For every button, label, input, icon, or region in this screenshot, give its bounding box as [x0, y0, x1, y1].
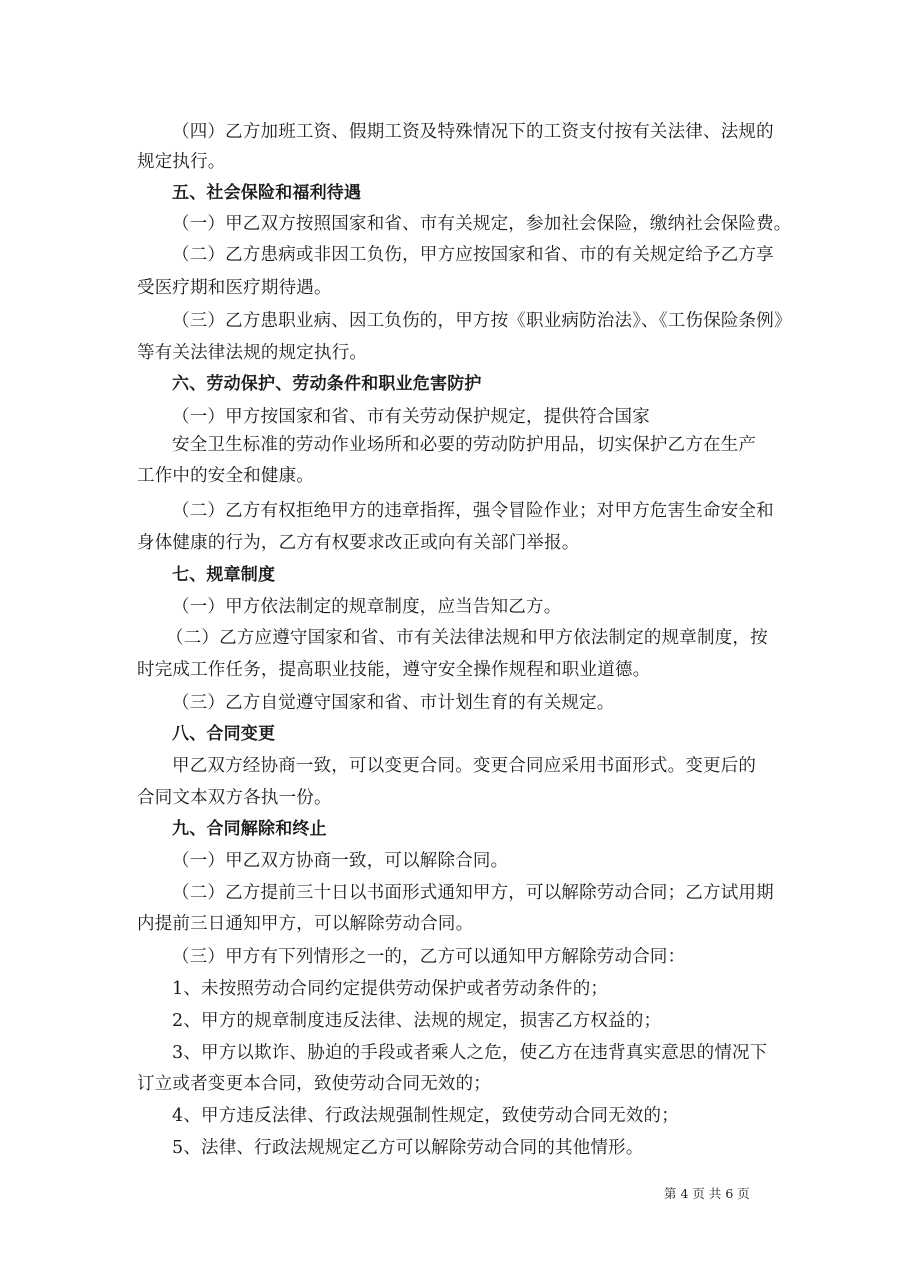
body-line: 规定执行。 [137, 152, 226, 172]
body-line: （二）乙方应遵守国家和省、市有关法律法规和甲方依法制定的规章制度，按 [166, 628, 768, 648]
body-line: 甲乙双方经协商一致，可以变更合同。变更合同应采用书面形式。变更后的 [172, 756, 757, 776]
body-line: （三）乙方自觉遵守国家和省、市计划生育的有关规定。 [172, 693, 615, 713]
body-line: 工作中的安全和健康。 [137, 466, 314, 486]
body-line: 等有关法律法规的规定执行。 [137, 343, 368, 363]
body-line: 身体健康的行为，乙方有权要求改正或向有关部门举报。 [137, 533, 580, 553]
body-line: 合同文本双方各执一份。 [137, 788, 332, 808]
body-line: （三）甲方有下列情形之一的，乙方可以通知甲方解除劳动合同： [172, 947, 686, 967]
body-line: 安全卫生标准的劳动作业场所和必要的劳动防护用品，切实保护乙方在生产 [172, 435, 757, 455]
body-line: （二）乙方提前三十日以书面形式通知甲方，可以解除劳动合同；乙方试用期 [172, 883, 774, 903]
body-line: （三）乙方患职业病、因工负伤的，甲方按《职业病防治法》、《工伤保险条例》 [172, 311, 792, 331]
list-item: 5、法律、行政法规规定乙方可以解除劳动合同的其他情形。 [172, 1138, 644, 1158]
body-line: 内提前三日通知甲方，可以解除劳动合同。 [137, 914, 474, 934]
body-line: （四）乙方加班工资、假期工资及特殊情况下的工资支付按有关法律、法规的 [172, 122, 774, 142]
list-item: 1、未按照劳动合同约定提供劳动保护或者劳动条件的； [172, 979, 609, 999]
body-line: 受医疗期和医疗期待遇。 [137, 278, 332, 298]
list-item: 4、甲方违反法律、行政法规强制性规定，致使劳动合同无效的； [172, 1106, 679, 1126]
body-line: （一）甲乙双方协商一致，可以解除合同。 [172, 851, 509, 871]
list-item: 2、甲方的规章制度违反法律、法规的规定，损害乙方权益的； [172, 1011, 662, 1031]
section-heading: 九、合同解除和终止 [172, 819, 327, 839]
body-line: （一）甲方依法制定的规章制度，应当告知乙方。 [172, 597, 562, 617]
section-heading: 八、合同变更 [172, 724, 276, 744]
page-number: 第 4 页 共 6 页 [664, 1186, 750, 1201]
body-line: （一）甲方按国家和省、市有关劳动保护规定，提供符合国家 [172, 407, 650, 427]
section-heading: 七、规章制度 [172, 565, 276, 585]
list-item: 3、甲方以欺诈、胁迫的手段或者乘人之危，使乙方在违背真实意思的情况下 [172, 1043, 768, 1063]
body-line: （一）甲乙双方按照国家和省、市有关规定，参加社会保险，缴纳社会保险费。 [172, 214, 792, 234]
body-line: 订立或者变更本合同，致使劳动合同无效的； [137, 1074, 491, 1094]
body-line: 时完成工作任务，提高职业技能，遵守安全操作规程和职业道德。 [137, 660, 651, 680]
section-heading: 五、社会保险和福利待遇 [172, 183, 362, 203]
body-line: （二）乙方患病或非因工负伤，甲方应按国家和省、市的有关规定给予乙方享 [172, 245, 774, 265]
body-line: （二）乙方有权拒绝甲方的违章指挥，强令冒险作业；对甲方危害生命安全和 [172, 501, 774, 521]
section-heading: 六、劳动保护、劳动条件和职业危害防护 [172, 374, 482, 394]
